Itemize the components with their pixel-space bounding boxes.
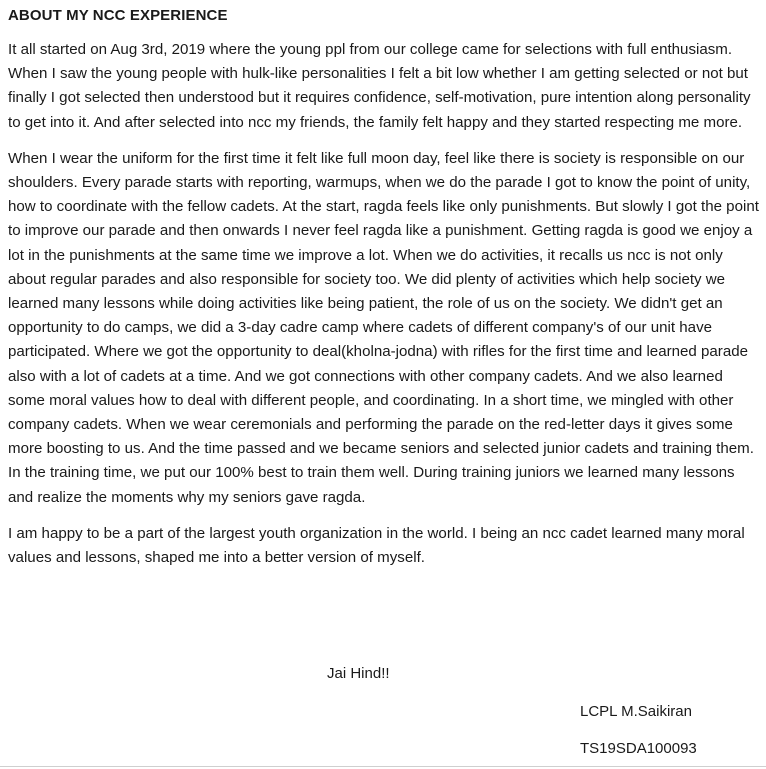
signature-id: TS19SDA100093 xyxy=(580,740,697,757)
paragraph-intro: It all started on Aug 3rd, 2019 where the young ppl from our college came for selections with full enthusiasm. When I saw the young people with hulk-like personalities I felt a bit low whether I am getting selected or not but finally I got selected then understood but it requires confidence, self-motivation, pure intention along personality to get into it. And after selected into ncc my friends, the family felt happy and they started respecting me more. xyxy=(8,41,751,131)
paragraph-experience: When I wear the uniform for the first time it felt like full moon day, feel like there is society is responsible on our shoulders. Every parade starts with reporting, warmups, when we do the parade I got to know the point of unity, how to coordinate with the fellow cadets. At the start, ragda feels like only punishments. But slowly I got the point to improve our parade and then onwards I never feel ragda like a punishment. Getting ragda is good we enjoy a lot in the punishments at the same time we improve a lot. When we do activities, it recalls us ncc is not only about regular parades and also responsible for society too. We did plenty of activities which help society we learned many lessons while doing activities like being patient, the role of us on the society. We didn't get an opportunity to do camps, we did a 3-day cadre camp where cadets of different company's of our unit have participated. Where we got the opportunity to deal(kholna-jodna) with rifles for the first time and learned parade also with a lot of cadets at a time. And we got connections with other company cadets. And we also learned some moral values how to deal with different people, and coordinating. In a short time, we mingled with other company cadets. When we wear ceremonials and performing the parade on the red-letter days it gives some more boosting to us. And the time passed and we became seniors and selected junior cadets and training them. In the training time, we put our 100% best to train them well. During training juniors we learned many lessons and realize the moments why my seniors gave ragda. xyxy=(8,149,759,506)
document-title: ABOUT MY NCC EXPERIENCE xyxy=(8,7,228,24)
page-bottom-divider xyxy=(0,766,766,767)
paragraph-conclusion: I am happy to be a part of the largest youth organization in the world. I being an ncc cadet learned many moral values and lessons, shaped me into a better version of myself. xyxy=(8,524,745,567)
signature-name: LCPL M.Saikiran xyxy=(580,703,692,720)
closing-salutation: Jai Hind!! xyxy=(327,665,390,682)
